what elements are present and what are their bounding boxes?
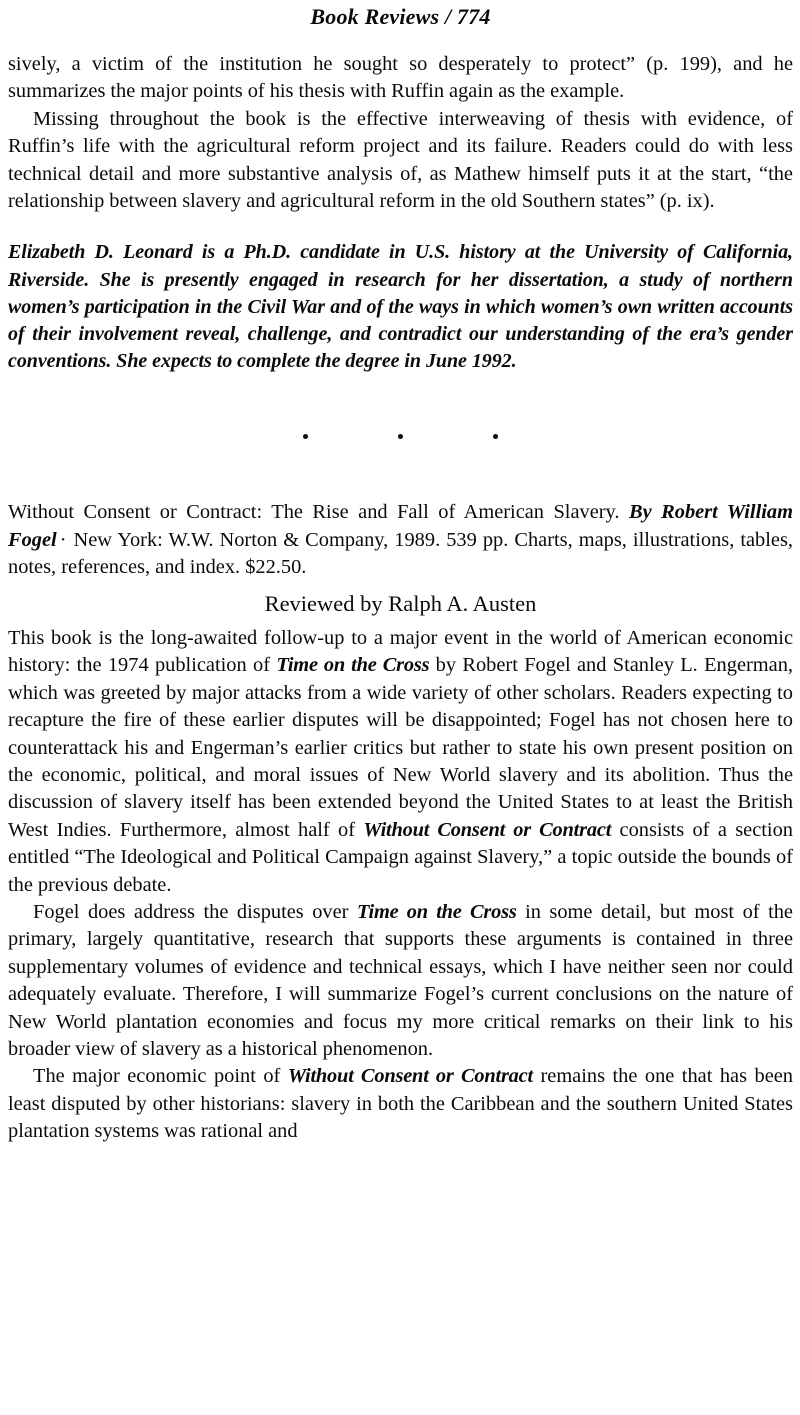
italic-title: Without Consent or Contract — [287, 1065, 533, 1088]
book-title: Without Consent or Contract: The Rise and Fall of American Slavery. — [8, 501, 620, 524]
text-run: consists of a section entitled “The Ideological and Political Campaign against Slavery,” a topic outside the bounds of the previous debate. — [8, 818, 793, 896]
separator-dot-icon — [398, 434, 403, 439]
text-run: This book is the long-awaited follow-up to a major event in the world of American economic history: the 1974 publication of — [8, 626, 793, 677]
book-imprint: New York: W.W. Norton & Company, 1989. 539 pp. Charts, maps, illustrations, tables, notes, references, and index. $22.50. — [8, 528, 793, 579]
contributor-note: Elizabeth D. Leonard is a Ph.D. candidate in U.S. history at the University of California, Riverside. She is presently engaged in research for her dissertation, a study of northern women’s participation in the Civil War and of the ways in which women’s own written accounts of their involvement reveal, challenge, and contradict our understanding of the era’s gender conventions. She expects to complete the degree in June 1992. — [8, 241, 793, 373]
text-run: in some detail, but most of the primary, largely quantitative, research that supports these arguments is contained in three supplementary volumes of evidence and technical essays, which I have neither seen nor could adequately evaluate. Therefore, I will summarize Fogel’s current conclusions on the nature of New World plantation economies and focus my more critical remarks on their link to his broader view of slavery as a historical phenomenon. — [8, 901, 793, 1061]
italic-title: Without Consent or Contract — [363, 818, 612, 841]
section-separator — [8, 419, 793, 453]
italic-title: Time on the Cross — [276, 654, 430, 677]
book-citation — [8, 499, 793, 582]
paragraph-continued: sively, a victim of the institution he sought so desperately to protect” (p. 199), and he summarizes the major points of his thesis with Ruffin again as the example. — [8, 53, 793, 103]
reviewer-byline: Reviewed by Ralph A. Austen — [264, 590, 537, 616]
book-author-statement: By Robert William Fogel — [8, 501, 793, 551]
text-run: Fogel does address the disputes over — [33, 901, 357, 924]
italic-title: Time on the Cross — [356, 901, 517, 924]
paragraph-missing-throughout: Missing throughout the book is the effective interweaving of thesis with evidence, of Ruffin’s life with the agricultural reform project and its failure. Readers could do with less technical detail and more substantive analysis of, as Mathew himself puts it at the start, “the relationship between slavery and agricultural reform in the old Southern states” (p. ix). — [8, 107, 793, 213]
review-paragraph-two — [8, 899, 793, 1063]
text-run: The major economic point of — [33, 1065, 288, 1088]
running-head: Book Reviews / 774 — [310, 4, 491, 29]
separator-dot-icon — [303, 434, 308, 439]
bullet-separator-icon: · — [59, 528, 67, 551]
review-paragraph-three — [8, 1063, 793, 1145]
text-run: by Robert Fogel and Stanley L. Engerman, which was greeted by major attacks from a wide variety of other scholars. Readers expecting to recapture the fire of these earlier disputes will be disappointed; Fogel has not chosen here to counterattack his and Engerman’s earlier critics but rather to state his own present position on the economic, political, and moral issues of New World slavery and its abolition. Thus the discussion of slavery itself has been extended beyond the United States to at least the British West Indies. Furthermore, almost half of — [8, 654, 793, 841]
review-paragraph-one — [8, 625, 793, 899]
text-run: remains the one that has been least disputed by other historians: slavery in both the Caribbean and the southern United States plantation systems was rational and — [8, 1065, 793, 1143]
separator-dot-icon — [493, 434, 498, 439]
separator-dots — [8, 427, 793, 445]
